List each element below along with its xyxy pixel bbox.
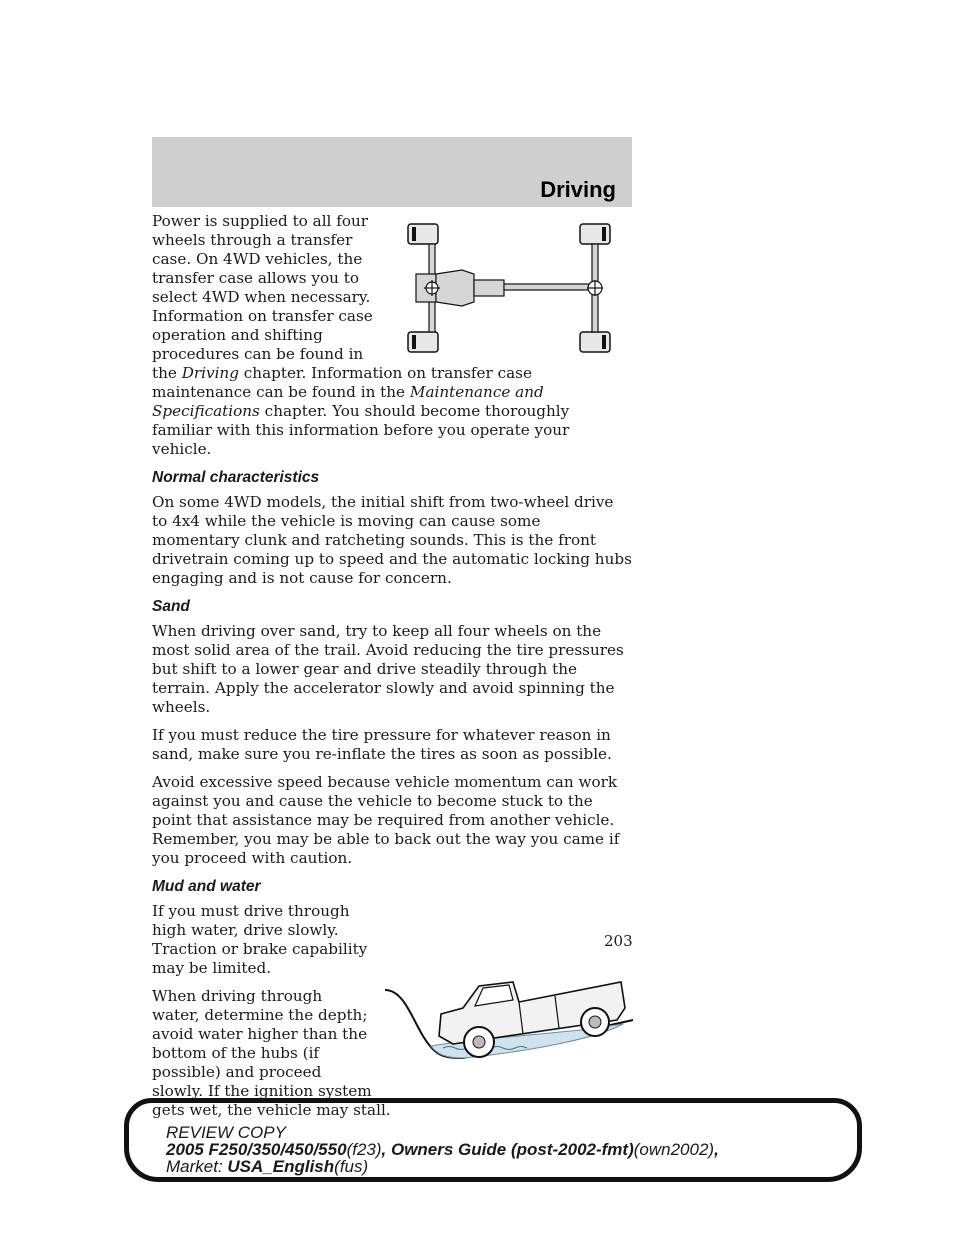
review-copy-text xyxy=(166,1124,719,1175)
sand-text-2: If you must reduce the tire pressure for whatever reason in sand, make sure you re-inflate the tires as soon as possible. xyxy=(152,726,612,763)
normal-characteristics-text: On some 4WD models, the initial shift from two-wheel drive to 4x4 while the vehicle is moving can cause some momentary clunk and ratcheting sounds. This is the front drivetrain coming up to speed and the automatic locking hubs engaging and is not cause for concern. xyxy=(152,493,632,587)
heading-sand: Sand xyxy=(152,598,190,615)
header-band xyxy=(152,137,632,207)
maintenance-chapter-reference: Maintenance and Specifications xyxy=(152,383,544,420)
page-content xyxy=(152,212,632,1129)
sand-text-1: When driving over sand, try to keep all four wheels on the most solid area of the trail. Avoid reducing the tire pressures but shift to a lower gear and drive steadily through the terrain. Apply the accelerator slowly and avoid spinning the wheels. xyxy=(152,622,624,716)
page-number: 203 xyxy=(604,932,633,950)
intro-paragraph: Power is supplied to all four wheels through a transfer case. On 4WD vehicles, the transfer case allows you to select 4WD when necessary. Information on transfer case operation and shifting procedures can be found in the Driving chapter. Information on transfer case maintenance can be found in the Maintenance and Specifications chapter. You should become thoroughly familiar with this information before you operate your vehicle. xyxy=(152,212,570,458)
mud-water-text-2: When driving through water, determine the depth; avoid water higher than the bottom of the hubs (if possible) and proceed slowly. If the ignition system gets wet, the vehicle may stall. xyxy=(152,987,391,1119)
heading-mud-and-water: Mud and water xyxy=(152,878,261,895)
pickup-truck-in-water-illustration xyxy=(383,936,638,1081)
heading-normal-characteristics: Normal characteristics xyxy=(152,469,320,486)
driving-chapter-reference: Driving xyxy=(181,364,239,382)
review-copy-label: REVIEW COPY xyxy=(166,1123,286,1142)
four-wheel-drivetrain-diagram xyxy=(402,218,640,358)
document-identifier: 2005 F250/350/450/550(f23), Owners Guide (post-2002-fmt)(own2002), xyxy=(166,1140,719,1159)
market-line: Market: USA_English(fus) xyxy=(166,1157,369,1176)
sand-text-3: Avoid excessive speed because vehicle momentum can work against you and cause the vehicle to become stuck to the point that assistance may be required from another vehicle. Remember, you may be able to back out the way you came if you proceed with caution. xyxy=(152,773,620,867)
mud-water-text-1: If you must drive through high water, drive slowly. Traction or brake capability may be limited. xyxy=(152,902,368,977)
section-title: Driving xyxy=(540,177,616,202)
